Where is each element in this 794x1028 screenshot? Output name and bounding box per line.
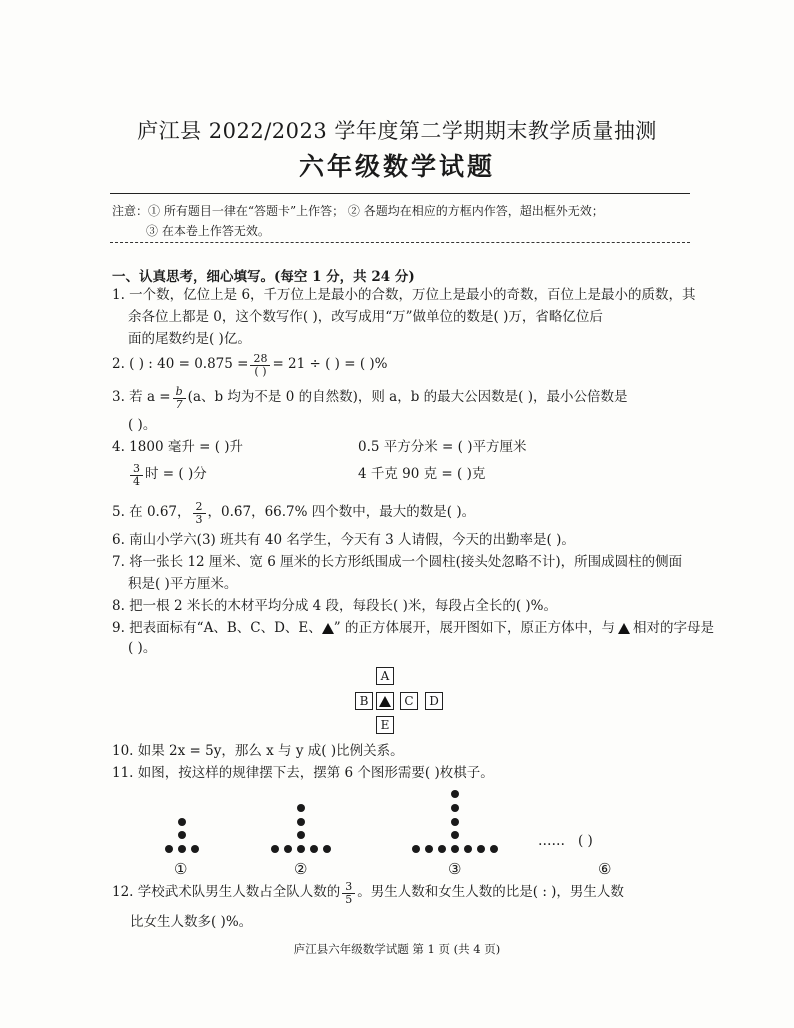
- notice-bottom-rule: [110, 242, 690, 243]
- question-2-numerator: 28: [250, 353, 270, 366]
- question-11: 11. 如图，按这样的规律摆下去，摆第 6 个图形需要( )枚棋子。: [112, 765, 494, 781]
- question-9-middle: ” 的正方体展开，展开图如下，原正方体中，与: [333, 620, 615, 636]
- question-12-suffix: 。男生人数和女生人数的比是( : )，男生人数: [357, 884, 624, 901]
- chess-piece: [297, 845, 305, 853]
- question-2-prefix: 2. ( ) : 40 = 0.875 =: [112, 356, 249, 373]
- question-5: [112, 498, 475, 528]
- cube-net-cell-c: C: [400, 692, 418, 710]
- cube-net-cell-triangle: [376, 692, 394, 710]
- chess-piece: [178, 831, 186, 839]
- question-9-line-2: ( )。: [128, 640, 157, 656]
- exam-title: 庐江县 2022/2023 学年度第二学期期末教学质量抽测: [137, 119, 657, 143]
- question-5-prefix: 5. 在 0.67，: [112, 504, 191, 521]
- chess-piece: [178, 818, 186, 826]
- chess-piece: [297, 831, 305, 839]
- notice-line-1: 注意：① 所有题目一律在“答题卡”上作答； ② 各题均在相应的方框内作答，超出框外无效；: [112, 204, 604, 218]
- chess-piece: [490, 845, 498, 853]
- question-7-line-1: 7. 将一张长 12 厘米、宽 6 厘米的长方形纸围成一个圆柱(接头处忽略不计)，所围成圆柱的侧面: [112, 554, 683, 570]
- chess-piece: [178, 845, 186, 853]
- question-2-suffix: = 21 ÷ ( ) = ( )%: [272, 356, 388, 373]
- exam-subtitle: 六年级数学试题: [298, 152, 495, 181]
- question-3: [112, 383, 627, 413]
- chess-piece: [323, 845, 331, 853]
- question-12-denominator: 5: [345, 892, 353, 906]
- question-3-line-2: ( )。: [128, 417, 157, 433]
- pattern-ellipsis: ……: [538, 833, 565, 849]
- question-12-prefix: 12. 学校武术队男生人数占全队人数的: [112, 884, 341, 901]
- chess-piece: [477, 845, 485, 853]
- pattern-label-1: ①: [174, 860, 188, 878]
- chess-piece: [451, 804, 459, 812]
- notice-top-rule: [110, 193, 690, 194]
- chess-piece: [284, 845, 292, 853]
- question-1-line-3: 面的尾数约是( )亿。: [128, 331, 251, 347]
- pattern-label-6: ⑥: [598, 860, 612, 878]
- triangle-icon: [322, 623, 334, 634]
- cube-net-cell-b: B: [355, 692, 373, 710]
- chess-piece: [451, 790, 459, 798]
- pattern-label-3: ③: [448, 860, 462, 878]
- question-5-fraction: [193, 501, 206, 525]
- question-12-line-2: 比女生人数多( )%。: [130, 914, 253, 930]
- chess-piece: [425, 845, 433, 853]
- chess-piece: [297, 804, 305, 812]
- chess-piece: [451, 831, 459, 839]
- cube-net-cell-e: E: [376, 716, 394, 734]
- question-4-item-3-text: 时 = ( )分: [145, 466, 207, 483]
- question-12-numerator: 3: [342, 881, 355, 894]
- chess-piece: [165, 845, 173, 853]
- question-2-fraction: [250, 353, 270, 377]
- question-4-denominator: 4: [133, 474, 140, 488]
- question-9-prefix: 9. 把表面标有“A、B、C、D、E、: [112, 620, 322, 636]
- question-7-line-2: 积是( )平方厘米。: [128, 576, 238, 592]
- question-4-numerator: 3: [130, 463, 143, 476]
- question-12-fraction: [342, 881, 355, 905]
- question-9-line-1: [112, 622, 714, 636]
- question-5-denominator: 3: [195, 512, 203, 526]
- cube-net-cell-d: D: [425, 692, 443, 710]
- question-4-item-4: 4 千克 90 克 = ( )克: [358, 466, 486, 482]
- question-12: [112, 878, 624, 908]
- question-5-suffix: ，0.6̇7̇，66.7% 四个数中，最大的数是( )。: [207, 504, 476, 521]
- question-3-denominator: 7: [175, 397, 183, 411]
- chess-piece: [412, 845, 420, 853]
- chess-piece: [451, 818, 459, 826]
- question-2-denominator: ( ): [254, 364, 267, 378]
- question-1-line-1: 1. 一个数，亿位上是 6，千万位上是最小的合数，万位上是最小的奇数，百位上是最小的质数，其: [112, 287, 696, 303]
- question-5-numerator: 2: [193, 501, 206, 514]
- question-2: [112, 350, 388, 380]
- question-4-item-1: 4. 1800 毫升 = ( )升: [112, 439, 244, 455]
- chess-piece: [310, 845, 318, 853]
- question-6: 6. 南山小学六(3) 班共有 40 名学生，今天有 3 人请假，今天的出勤率是( )。: [112, 532, 575, 548]
- question-3-fraction: [173, 386, 186, 410]
- question-3-suffix: (a、b 均为不是 0 的自然数)，则 a，b 的最大公因数是( )，最小公倍数是: [187, 389, 628, 406]
- question-8: 8. 把一根 2 米长的木材平均分成 4 段，每段长( )米，每段占全长的( )%。: [112, 598, 557, 614]
- pattern-label-2: ②: [294, 860, 308, 878]
- question-1-line-2: 余各位上都是 0，这个数写作( )，改写成用“万”做单位的数是( )万，省略亿位后: [128, 309, 603, 325]
- question-3-numerator: b: [173, 386, 186, 399]
- chess-piece: [451, 845, 459, 853]
- question-9-suffix: 相对的字母是: [632, 620, 714, 636]
- section-heading: 一、认真思考，细心填写。(每空 1 分，共 24 分): [112, 269, 415, 285]
- question-10: 10. 如果 2x = 5y，那么 x 与 y 成( )比例关系。: [112, 743, 404, 759]
- question-4-item-2: 0.5 平方分米 = ( )平方厘米: [358, 439, 527, 455]
- chess-piece: [191, 845, 199, 853]
- pattern-blank: ( ): [578, 833, 593, 849]
- question-3-prefix: 3. 若 a =: [112, 389, 171, 406]
- page-footer: 庐江县六年级数学试题 第 1 页 (共 4 页): [293, 942, 501, 956]
- triangle-icon: [618, 623, 630, 634]
- notice-line-2: ③ 在本卷上作答无效。: [146, 224, 270, 238]
- chess-piece: [438, 845, 446, 853]
- chess-piece: [464, 845, 472, 853]
- cube-net-cell-a: A: [376, 667, 394, 685]
- question-4-item-3: [128, 460, 207, 490]
- triangle-icon: [379, 696, 391, 707]
- chess-piece: [297, 818, 305, 826]
- question-4-fraction: [130, 463, 143, 487]
- chess-piece: [271, 845, 279, 853]
